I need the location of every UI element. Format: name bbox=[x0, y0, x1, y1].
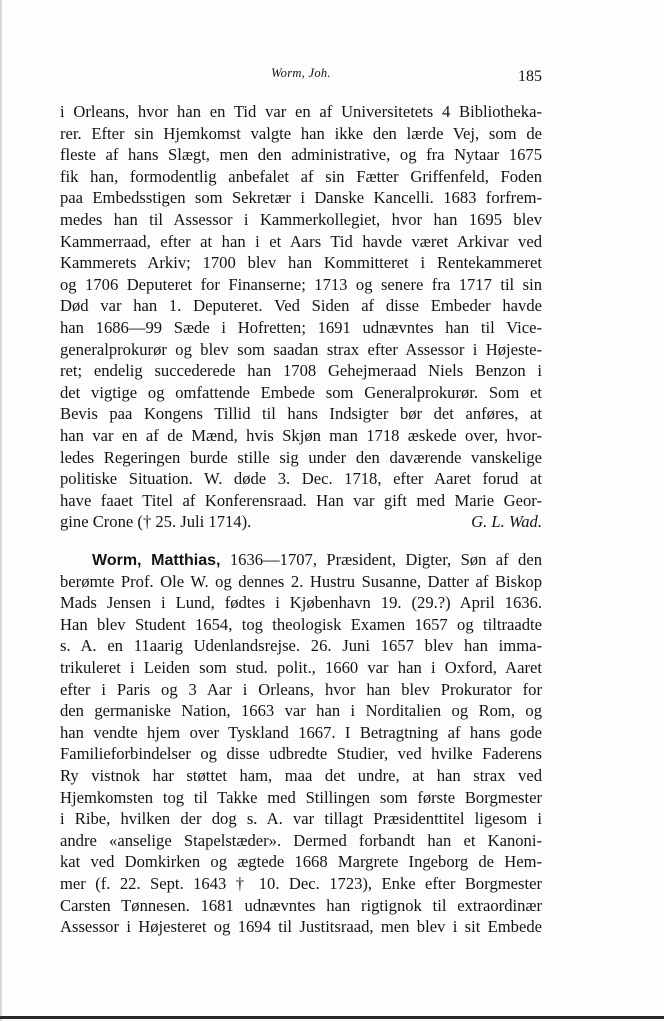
text-line: Kammerets Arkiv; 1700 blev han Kommitteret i Rentekammeret bbox=[60, 253, 542, 273]
text-line: han var en af de Mænd, hvis Skjøn man 1718 æskede over, hvor- bbox=[60, 425, 542, 445]
text-line: politiske Situation. W. døde 3. Dec. 1718, efter Aaret forud at bbox=[60, 469, 542, 489]
entry-worm-matthias bbox=[60, 549, 542, 938]
text-line: den germaniske Nation, 1663 var han i Norditalien og Rom, og bbox=[60, 701, 542, 721]
text-line: kat ved Domkirken og ægtede 1668 Margrete Ingeborg de Hem- bbox=[60, 852, 542, 872]
text-line: paa Embedsstigen som Sekretær i Danske Kancelli. 1683 forfrem- bbox=[60, 188, 542, 208]
running-title: Worm, Joh. bbox=[271, 66, 331, 80]
text-line: Hjemkomsten tog til Takke med Stillingen som første Borgmester bbox=[60, 787, 542, 807]
text-line: Død var han 1. Deputeret. Ved Siden af disse Embeder havde bbox=[60, 296, 542, 316]
text-line: medes han til Assessor i Kammerkollegiet, hvor han 1695 blev bbox=[60, 209, 542, 229]
text-line: andre «anselige Stapelstæder». Dermed forbandt han et Kanoni- bbox=[60, 830, 542, 850]
closing-line bbox=[60, 511, 542, 533]
text-line: i Ribe, hvilken der dog s. A. var tillagt Præsidenttitel ligesom i bbox=[60, 809, 542, 829]
entry-headword: Worm, Matthias, bbox=[92, 552, 221, 569]
entry-first-line-text: 1636—1707, Præsident, Digter, Søn af den bbox=[220, 550, 542, 569]
text-line: og 1706 Deputeret for Finanserne; 1713 og senere fra 1717 til sin bbox=[60, 274, 542, 294]
text-line: han vendte hjem over Tyskland 1667. I Betragtning af hans gode bbox=[60, 722, 542, 742]
text-line: det vigtige og omfattende Embede som Generalprokurør. Som et bbox=[60, 382, 542, 402]
text-line: Familieforbindelser og disse udbredte Studier, ved hvilke Faderens bbox=[60, 744, 542, 764]
entry-first-line bbox=[60, 549, 542, 571]
text-line: rer. Efter sin Hjemkomst valgte han ikke den lærde Vej, som de bbox=[60, 123, 542, 143]
text-line: have faaet Titel af Konferensraad. Han var gift med Marie Geor- bbox=[60, 490, 542, 510]
text-line: i Orleans, hvor han en Tid var en af Universitetets 4 Bibliotheka- bbox=[60, 102, 542, 121]
page-bottom-edge bbox=[0, 1016, 664, 1019]
text-line: trikuleret i Leiden som stud. polit., 1660 var han i Oxford, Aaret bbox=[60, 657, 542, 677]
text-line: ret; endelig succederede han 1708 Gehejmeraad Niels Benzon i bbox=[60, 361, 542, 381]
text-line: efter i Paris og 3 Aar i Orleans, hvor han blev Prokurator for bbox=[60, 679, 542, 699]
text-line: Mads Jensen i Lund, fødtes i Kjøbenhavn 19. (29.?) April 1636. bbox=[60, 593, 542, 613]
text-line: Ry vistnok har støttet ham, maa det undre, at han strax ved bbox=[60, 765, 542, 785]
text-line: fik han, formodentlig anbefalet af sin Fætter Griffenfeld, Foden bbox=[60, 166, 542, 186]
text-line: Bevis paa Kongens Tillid til hans Indsigter bør det anføres, at bbox=[60, 404, 542, 424]
text-line: Assessor i Højesteret og 1694 til Justitsraad, men blev i sit Embede bbox=[60, 917, 542, 937]
text-line: berømte Prof. Ole W. og dennes 2. Hustru Susanne, Datter af Biskop bbox=[60, 571, 542, 591]
text-line: ledes Regeringen burde stille sig under den daværende vanskelige bbox=[60, 447, 542, 467]
entry-worm-johan-continued bbox=[60, 101, 542, 533]
running-head bbox=[60, 66, 542, 86]
text-line: Han blev Student 1654, tog theologisk Examen 1657 og tiltraadte bbox=[60, 614, 542, 634]
page-number: 185 bbox=[518, 68, 542, 85]
page-left-edge bbox=[0, 0, 2, 1021]
text-line: s. A. en 11aarig Udenlandsrejse. 26. Juni 1657 blev han imma- bbox=[60, 636, 542, 656]
text-line: generalprokurør og blev som saadan strax efter Assessor i Højeste- bbox=[60, 339, 542, 359]
text-line: han 1686—99 Sæde i Hofretten; 1691 udnævntes han til Vice- bbox=[60, 317, 542, 337]
text-line: fleste af hans Slægt, men den administrative, og fra Nytaar 1675 bbox=[60, 145, 542, 165]
text-line: Carsten Tønnesen. 1681 udnævntes han rigtignok til extraordinær bbox=[60, 895, 542, 915]
text-line: mer (f. 22. Sept. 1643 † 10. Dec. 1723), Enke efter Borgmester bbox=[60, 873, 542, 893]
closing-line-text: gine Crone († 25. Juli 1714). bbox=[60, 512, 252, 532]
author-signature: G. L. Wad. bbox=[471, 512, 542, 532]
text-line: Kammerraad, efter at han i et Aars Tid havde været Arkivar ved bbox=[60, 231, 542, 251]
